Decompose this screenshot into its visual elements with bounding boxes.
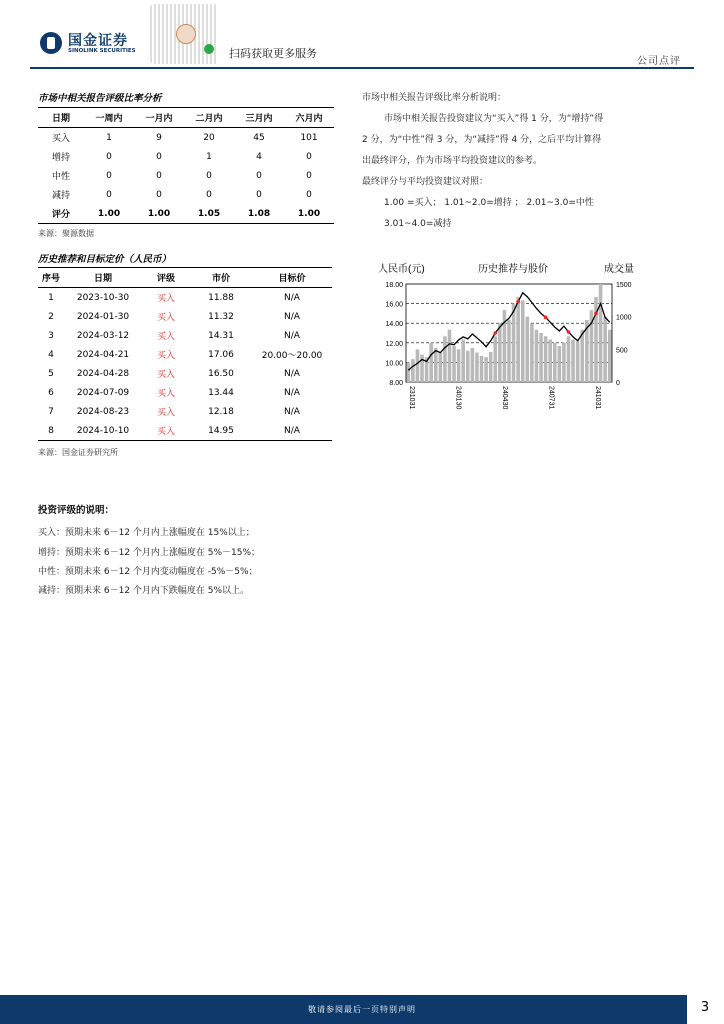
volume-bar — [416, 349, 420, 382]
row-label: 增持 — [51, 153, 70, 163]
chart-title: 历史推荐与股价 — [478, 264, 548, 275]
row-label: 买入 — [51, 134, 70, 144]
chart-ytick-right: 0 — [616, 380, 620, 387]
chart-ytick-left: 12.00 — [385, 340, 403, 348]
logo-cn-text: 国金证券 — [68, 33, 128, 49]
volume-bar — [562, 343, 566, 382]
rating-note-title: 市场中相关报告评级比率分析说明： — [362, 93, 507, 103]
table-row — [38, 128, 334, 148]
rating-cell: 买入 — [156, 427, 175, 437]
cell: 1 — [206, 151, 212, 162]
volume-bar — [411, 359, 415, 382]
chart-ytick-left: 14.00 — [385, 321, 403, 329]
table-row — [38, 383, 332, 402]
rating-cell: 买入 — [156, 370, 175, 380]
volume-bar — [407, 362, 411, 382]
volume-bar — [493, 336, 497, 382]
recommendation-marker — [544, 316, 548, 320]
recommendation-marker — [516, 300, 520, 304]
scan-text: 扫码获取更多服务 — [229, 47, 317, 60]
cell: 17.06 — [208, 349, 234, 360]
cell: 0 — [256, 170, 262, 181]
volume-bar — [452, 346, 456, 382]
volume-bar — [530, 323, 534, 382]
volume-bar — [580, 330, 584, 382]
cell: 2024-07-09 — [76, 387, 130, 398]
cell: 2023-10-30 — [76, 292, 130, 303]
doc-type: 公司点评 — [637, 56, 681, 67]
investment-rating-line: 增持：预期未来 6－12 个月内上涨幅度在 5%－15%； — [38, 548, 261, 558]
cell: 4 — [256, 151, 262, 162]
volume-bar — [434, 348, 438, 382]
table-row — [38, 166, 334, 185]
history-table-source: 来源：国金证券研究所 — [38, 448, 118, 457]
cell: 13.44 — [208, 387, 234, 398]
cell: 1.08 — [247, 208, 271, 219]
cell: 0 — [156, 151, 162, 162]
th-rating: 评级 — [156, 274, 175, 284]
cell: 2 — [48, 311, 54, 322]
th-date: 日期 — [51, 114, 70, 124]
cell: N/A — [284, 425, 300, 436]
chart-ytick-left: 18.00 — [385, 282, 403, 289]
rating-note-line: 1.00 =买入； 1.01~2.0=增持 ； 2.01~3.0=中性 — [384, 198, 594, 208]
th-no: 序号 — [41, 274, 60, 284]
rating-table-title: 市场中相关报告评级比率分析 — [38, 93, 162, 104]
header-divider — [30, 67, 694, 69]
cell: 1 — [106, 132, 112, 143]
investment-rating-line: 买入：预期未来 6－12 个月内上涨幅度在 15%以上； — [38, 528, 255, 538]
cell: 12.18 — [208, 406, 234, 417]
volume-bar — [484, 357, 488, 382]
volume-bar — [553, 343, 557, 382]
cell: 3 — [48, 330, 54, 341]
chart-xtick: 240430 — [501, 386, 508, 410]
table-row — [38, 364, 332, 383]
page-number: 3 — [700, 1000, 710, 1015]
volume-bar — [461, 340, 465, 382]
table-row — [38, 326, 332, 345]
cell: 0 — [106, 151, 112, 162]
chart-ytick-left: 16.00 — [385, 301, 403, 309]
rating-cell: 买入 — [156, 294, 175, 304]
volume-bar — [571, 340, 575, 382]
history-table-title: 历史推荐和目标定价（人民币） — [38, 254, 172, 265]
cell: 0 — [306, 189, 312, 200]
rating-note-line: 最终评分与平均投资建议对照： — [362, 177, 489, 187]
cell: 11.88 — [208, 292, 234, 303]
cell: 7 — [48, 406, 54, 417]
th-date: 日期 — [93, 274, 112, 284]
cell: 1 — [48, 292, 54, 303]
investment-rating-line: 中性：预期未来 6－12 个月内变动幅度在 -5%－5%； — [38, 567, 258, 577]
chart-ylabel-left: 人民币(元) — [378, 264, 425, 275]
th-price: 市价 — [211, 274, 230, 284]
cell: 1.00 — [147, 208, 171, 219]
table-row — [38, 288, 332, 308]
th-month1: 一月内 — [145, 114, 173, 124]
investment-rating-line: 减持：预期未来 6－12 个月内下跌幅度在 5%以上。 — [38, 586, 250, 596]
volume-bar — [548, 340, 552, 382]
cell: 0 — [156, 170, 162, 181]
volume-bar — [443, 336, 447, 382]
cell: 20 — [203, 132, 215, 143]
recommendation-marker — [567, 330, 571, 334]
chart-xtick: 231031 — [408, 386, 415, 410]
row-label: 评分 — [51, 210, 70, 220]
rating-cell: 买入 — [156, 389, 175, 399]
volume-bar — [480, 356, 484, 382]
volume-bar — [507, 320, 511, 382]
table-row — [38, 147, 334, 166]
cell: N/A — [284, 292, 300, 303]
cell: 11.32 — [208, 311, 234, 322]
recommendation-marker — [594, 312, 598, 316]
recommendation-marker — [493, 331, 497, 335]
table-row — [38, 307, 332, 326]
cell: 2024-08-23 — [76, 406, 130, 417]
cell: 6 — [48, 387, 54, 398]
volume-bar — [516, 297, 520, 382]
th-target: 目标价 — [278, 274, 306, 284]
history-table — [38, 267, 332, 441]
cell: 0 — [306, 170, 312, 181]
cell: 0 — [306, 151, 312, 162]
cell: 45 — [253, 132, 265, 143]
th-week: 一周内 — [95, 114, 123, 124]
qr-center-logo-icon — [176, 24, 196, 44]
table-row — [38, 345, 332, 364]
table-row — [38, 421, 332, 441]
rating-cell: 买入 — [156, 313, 175, 323]
cell: 4 — [48, 349, 54, 360]
price-chart-svg — [370, 258, 670, 418]
volume-bar — [448, 330, 452, 382]
price-chart — [370, 258, 670, 418]
cell: 2024-04-28 — [76, 368, 130, 379]
volume-bar — [608, 330, 612, 382]
volume-bar — [420, 355, 424, 382]
footer-text: 敬请参阅最后一页特别声明 — [308, 1005, 416, 1014]
rating-note-line: 出最终评分，作为市场平均投资建议的参考。 — [362, 156, 543, 166]
volume-bar — [521, 300, 525, 382]
volume-bar — [498, 323, 502, 382]
rating-note-line: 市场中相关报告投资建议为“买入”得 1 分，为“增持”得 — [384, 114, 604, 124]
cell: 101 — [300, 132, 318, 143]
volume-bar — [466, 351, 470, 382]
table-row — [38, 402, 332, 421]
cell: 0 — [206, 170, 212, 181]
cell: 2024-04-21 — [76, 349, 130, 360]
chart-ytick-right: 1000 — [616, 314, 632, 322]
cell: N/A — [284, 406, 300, 417]
logo-en-text: SINOLINK SECURITIES — [68, 48, 136, 54]
cell: 1.00 — [97, 208, 121, 219]
th-month6: 六月内 — [295, 114, 323, 124]
cell: 5 — [48, 368, 54, 379]
rating-table-header — [38, 108, 334, 128]
cell: N/A — [284, 387, 300, 398]
history-table-header — [38, 268, 332, 288]
cell: N/A — [284, 368, 300, 379]
score-row — [38, 204, 334, 224]
cell: 16.50 — [208, 368, 234, 379]
cell: 0 — [106, 170, 112, 181]
volume-bar — [535, 330, 539, 382]
rating-cell: 买入 — [156, 408, 175, 418]
rating-cell: 买入 — [156, 332, 175, 342]
rating-table — [38, 107, 334, 224]
chart-ytick-left: 8.00 — [389, 380, 403, 387]
volume-bar — [539, 333, 543, 382]
volume-bar — [599, 284, 603, 382]
volume-bar — [603, 317, 607, 382]
cell: 0 — [256, 189, 262, 200]
cell: N/A — [284, 311, 300, 322]
volume-bar — [567, 336, 571, 382]
volume-bar — [429, 343, 433, 382]
th-month2: 二月内 — [195, 114, 223, 124]
logo-mark-icon — [40, 32, 62, 54]
table-row — [38, 185, 334, 204]
volume-bar — [544, 336, 548, 382]
volume-bar — [558, 346, 562, 382]
cell: 1.00 — [297, 208, 321, 219]
cell: 14.95 — [208, 425, 234, 436]
volume-bar — [489, 352, 493, 382]
volume-bar — [475, 353, 479, 382]
rating-note-line: 2 分，为“中性”得 3 分，为“减持”得 4 分，之后平均计算得 — [362, 135, 602, 145]
cell: 0 — [156, 189, 162, 200]
rating-note-line: 3.01~4.0=减持 — [384, 219, 452, 229]
chart-ytick-left: 10.00 — [385, 360, 403, 368]
rating-table-source: 来源：聚源数据 — [38, 229, 94, 238]
volume-bar — [512, 304, 516, 382]
cell: 14.31 — [208, 330, 234, 341]
cell: N/A — [284, 330, 300, 341]
row-label: 中性 — [51, 172, 70, 182]
cell: 2024-10-10 — [76, 425, 130, 436]
investment-rating-title: 投资评级的说明： — [38, 505, 115, 516]
wechat-icon — [204, 44, 214, 54]
chart-ytick-right: 1500 — [616, 282, 632, 289]
volume-bar — [471, 348, 475, 382]
chart-xtick: 240731 — [547, 386, 555, 410]
chart-ylabel-right: 成交量 — [604, 264, 634, 275]
cell: 0 — [106, 189, 112, 200]
volume-bar — [457, 349, 461, 382]
chart-ytick-right: 500 — [616, 347, 628, 355]
volume-bar — [526, 317, 530, 382]
cell: 0 — [206, 189, 212, 200]
cell: 1.05 — [197, 208, 221, 219]
chart-xtick: 241031 — [594, 386, 601, 410]
cell: 20.00～20.00 — [261, 351, 323, 361]
row-label: 减持 — [51, 191, 70, 201]
th-month3: 三月内 — [245, 114, 273, 124]
chart-xtick: 240130 — [454, 386, 462, 410]
cell: 9 — [156, 132, 162, 143]
volume-bar — [576, 341, 580, 382]
cell: 8 — [48, 425, 54, 436]
rating-cell: 买入 — [156, 351, 175, 361]
cell: 2024-03-12 — [76, 330, 130, 341]
cell: 2024-01-30 — [76, 311, 130, 322]
rating-note — [362, 88, 682, 235]
company-logo — [40, 30, 150, 60]
volume-bar — [439, 353, 443, 382]
